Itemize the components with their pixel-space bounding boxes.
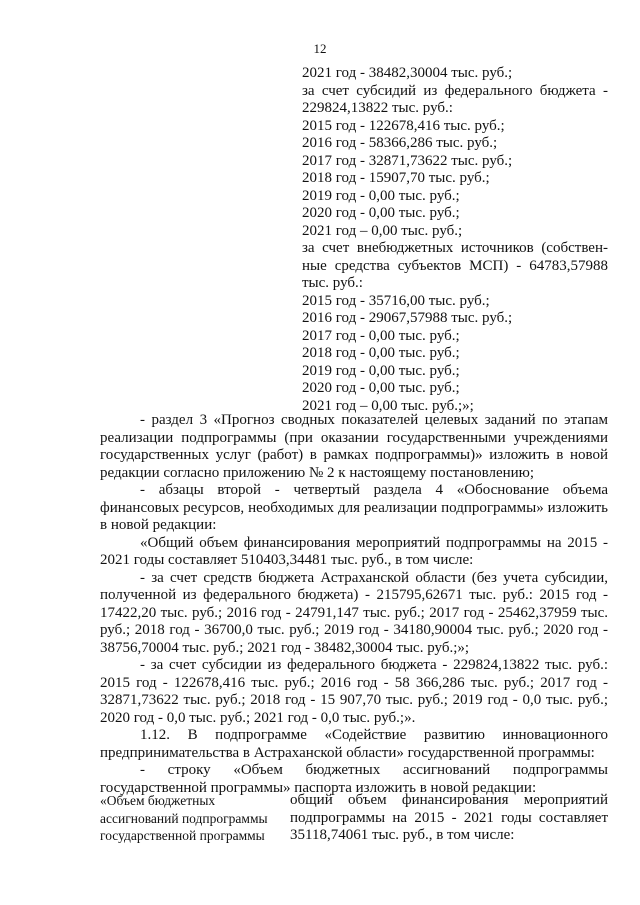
paragraph: 1.12. В подпрограмме «Содействие развитию инновационного предпринимательства в Астраханской области» государственной программы: [100,727,608,761]
financing-line: 2017 год - 0,00 тыс. руб.; [302,327,460,344]
financing-line: за счет внебюджетных источников (собствен- [302,240,608,256]
paragraph: - за счет средств бюджета Астраханской области (без учета субсидии, полученной из федерального бюджета) - 215795,62671 тыс. руб.: 2015 год - 17422,20 тыс. руб.; 2016 год - 24791,147 тыс. руб.; 2017 год - 25462,37959 тыс. руб.; 2018 год - 36700,0 тыс. руб.; 2019 год - 34180,90004 тыс. руб.; 2020 год - 38756,70004 тыс. руб.; 2021 год - 38482,30004 тыс. руб.;»; [100,569,608,656]
financing-line: 2018 год - 0,00 тыс. руб.; [302,345,460,361]
financing-line: 2020 год - 0,00 тыс. руб.; [302,205,460,221]
page-number: 12 [313,41,327,56]
financing-line: 2019 год - 0,00 тыс. руб.; [302,187,460,204]
financing-line: 2021 год – 0,00 тыс. руб.; [302,222,463,239]
financing-line: 2021 год – 0,00 тыс. руб.;»; [302,397,474,414]
paragraph: - раздел 3 «Прогноз сводных показателей целевых заданий по этапам реализации подпрограммы (при оказании государственными учреждениями государственных услуг (работ) в рамках подпрограммы)» изложить в новой редакции согласно приложению № 2 к настоящему постановлению; [100,412,608,481]
paragraph: - строку «Объем бюджетных ассигнований подпрограммы государственной программы» паспорта изложить в новой редакции: [100,762,608,796]
passport-row-value: общий объем финансирования мероприятий подпрограммы на 2015 - 2021 годы составляет 35118,74061 тыс. руб., в том числе: [290,792,608,843]
paragraph: - за счет субсидии из федерального бюджета - 229824,13822 тыс. руб.: 2015 год - 122678,416 тыс. руб.; 2016 год - 58 366,286 тыс. руб.; 2017 год - 32871,73622 тыс. руб.; 2018 год - 15 907,70 тыс. руб.; 2019 год - 0,0 тыс. руб.; 2020 год - 0,0 тыс. руб.; 2021 год - 0,0 тыс. руб.;». [100,657,608,726]
passport-row-label: «Объем бюджетных ассигнований подпрограммы государственной программы [100,793,268,843]
financing-line: 2019 год - 0,00 тыс. руб.; [302,362,460,379]
financing-line: 2015 год - 35716,00 тыс. руб.; [302,292,490,309]
passport-table-row [100,792,608,845]
financing-line: 2020 год - 0,00 тыс. руб.; [302,380,460,396]
financing-line: 2021 год - 38482,30004 тыс. руб.; [302,65,513,81]
financing-line: 2017 год - 32871,73622 тыс. руб.; [302,152,513,169]
financing-line: 2016 год - 29067,57988 тыс. руб.; [302,310,513,326]
financing-line: ные средства субъектов МСП) - 64783,57988 [302,257,608,274]
document-body [100,412,608,797]
financing-line: 2015 год - 122678,416 тыс. руб.; [302,117,505,134]
financing-line: 229824,13822 тыс. руб.: [302,100,453,116]
financing-breakdown-column [302,65,608,415]
paragraph: - абзацы второй - четвертый раздела 4 «Обоснование объема финансовых ресурсов, необходимых для реализации подпрограммы» изложить в новой редакции: [100,482,608,533]
financing-line: 2018 год - 15907,70 тыс. руб.; [302,170,490,186]
financing-line: за счет субсидий из федерального бюджета - [302,82,608,99]
financing-line: 2016 год - 58366,286 тыс. руб.; [302,135,498,151]
financing-line: тыс. руб.: [302,275,363,291]
paragraph: «Общий объем финансирования мероприятий подпрограммы на 2015 - 2021 годы составляет 510403,34481 тыс. руб., в том числе: [100,534,608,568]
